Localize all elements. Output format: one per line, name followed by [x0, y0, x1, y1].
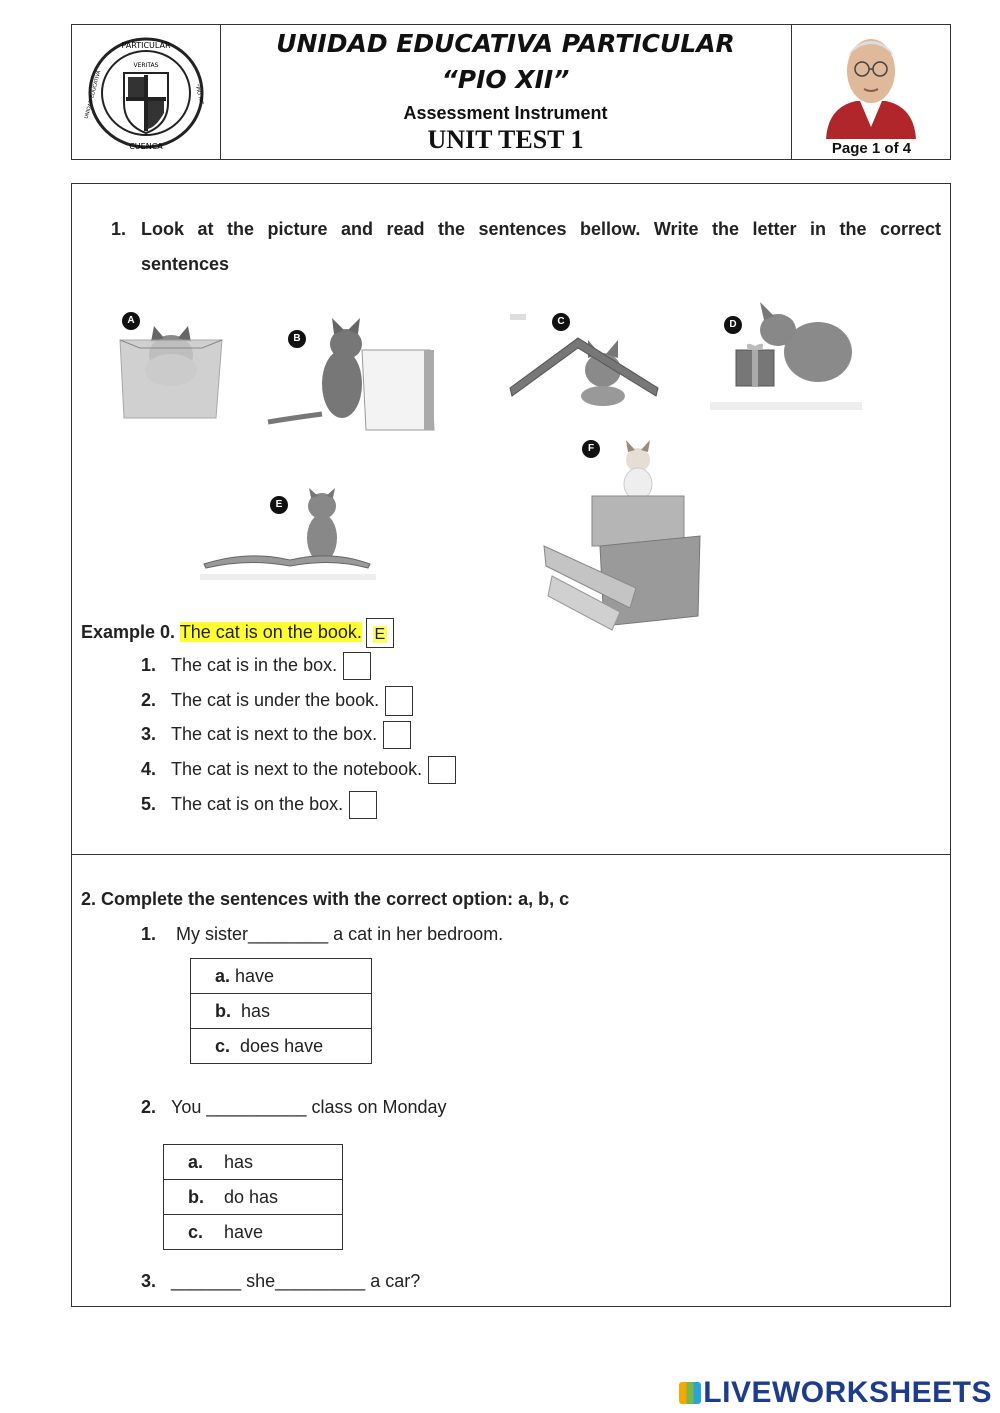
- q2-title: 2. Complete the sentences with the correct option: a, b, c: [81, 889, 570, 909]
- header: [71, 24, 951, 160]
- q2-item-2-text: You __________ class on Monday: [171, 1097, 447, 1117]
- q2-item-2-option-b[interactable]: [164, 1180, 343, 1215]
- option-letter: b.: [188, 1186, 204, 1207]
- q1-item-4-answer-box[interactable]: [428, 756, 456, 784]
- school-logo-cell: [72, 25, 221, 159]
- logo-left-text: UNIDAD EDUCATIVA: [83, 69, 103, 120]
- picture-a: [116, 310, 226, 420]
- logo-motto-text: VERITAS: [133, 62, 159, 69]
- q2-item-3-number: 3.: [141, 1271, 157, 1291]
- assessment-subtitle: Assessment Instrument: [403, 103, 608, 123]
- picture-d: [708, 296, 866, 416]
- example-label: Example 0.: [81, 621, 176, 642]
- q2-item-1-text: My sister________ a cat in her bedroom.: [171, 924, 504, 944]
- q2-item-3: [141, 1271, 420, 1292]
- example-sentence: The cat is on the book.: [179, 621, 362, 642]
- q1-item-4-number: 4.: [141, 758, 157, 779]
- q1-item-3-answer-box[interactable]: [383, 721, 411, 749]
- picture-d-letter: D: [724, 316, 742, 334]
- cat-on-book-image: [198, 488, 380, 584]
- cat-under-book-image: [508, 312, 663, 407]
- option-letter: c.: [215, 1035, 231, 1056]
- option-text: has: [224, 1151, 254, 1172]
- cat-next-to-gift-box-image: [708, 296, 866, 416]
- q1-number: 1.: [111, 219, 127, 239]
- picture-f-letter: F: [582, 440, 600, 458]
- q1-item-2-number: 2.: [141, 689, 157, 710]
- q2-item-2-option-a[interactable]: [164, 1145, 343, 1180]
- q2-item-1-option-c[interactable]: [191, 1029, 372, 1064]
- q1-item-5-answer-box[interactable]: [349, 791, 377, 819]
- cat-in-box-image: [116, 310, 226, 420]
- option-letter: b.: [215, 1000, 231, 1021]
- cat-on-boxes-image: [540, 436, 705, 632]
- q2-item-3-text: _______ she_________ a car?: [171, 1271, 421, 1291]
- picture-c-letter: C: [552, 313, 570, 331]
- option-text: do has: [224, 1186, 279, 1207]
- q2-item-1: [141, 924, 503, 945]
- school-name-line1: UNIDAD EDUCATIVA PARTICULAR: [276, 29, 735, 58]
- q1-item-5-text: The cat is on the box.: [171, 793, 344, 814]
- q2-item-2-option-c[interactable]: [164, 1215, 343, 1250]
- q2-item-1-option-b[interactable]: [191, 994, 372, 1029]
- option-text: does have: [240, 1035, 324, 1056]
- option-text: have: [224, 1221, 264, 1242]
- option-text: have: [235, 965, 275, 986]
- q2-item-2-number: 2.: [141, 1097, 157, 1117]
- picture-a-letter: A: [122, 312, 140, 330]
- q1-item-1-text: The cat is in the box.: [171, 654, 338, 675]
- q1-item-5-number: 5.: [141, 793, 157, 814]
- logo-bottom-text: CUENCA: [129, 142, 163, 151]
- q2-item-1-options: [190, 958, 372, 1064]
- page-number: Page 1 of 4: [831, 140, 912, 157]
- q1-item-2-text: The cat is under the book.: [171, 689, 380, 710]
- liveworksheets-brand[interactable]: [679, 1376, 992, 1410]
- q1-item-1: [141, 652, 371, 680]
- picture-e-letter: E: [270, 496, 288, 514]
- q2-item-1-number: 1.: [141, 924, 157, 944]
- example-line: [81, 618, 394, 648]
- option-letter: a.: [188, 1151, 204, 1172]
- q1-instruction-line2: sentences: [141, 254, 230, 274]
- q1-item-1-number: 1.: [141, 654, 157, 675]
- q1-instruction: [111, 219, 941, 240]
- option-letter: c.: [188, 1221, 204, 1242]
- pope-portrait-image: [816, 27, 926, 139]
- example-answer: E: [374, 626, 386, 643]
- example-answer-box: [366, 618, 394, 648]
- liveworksheets-logo-icon: [679, 1382, 701, 1404]
- picture-b-letter: B: [288, 330, 306, 348]
- q2-item-2: [141, 1097, 447, 1118]
- option-text: has: [241, 1000, 271, 1021]
- q2-item-1-option-a[interactable]: [191, 959, 372, 994]
- cat-next-to-book-image: [262, 314, 437, 434]
- q1-item-5: [141, 791, 377, 819]
- school-crest-logo: [83, 33, 206, 153]
- q1-item-2: [141, 686, 413, 716]
- portrait-cell: [791, 25, 951, 159]
- logo-right-text: "PIO XII": [193, 83, 205, 106]
- school-name-line2: “PIO XII”: [441, 65, 570, 94]
- logo-top-text: PARTICULAR: [121, 41, 171, 50]
- picture-c: [508, 312, 663, 407]
- q1-item-3-number: 3.: [141, 723, 157, 744]
- q1-instruction-line1: Look at the picture and read the sentences bellow. Write the letter in the correct: [141, 219, 941, 239]
- q1-item-1-answer-box[interactable]: [343, 652, 371, 680]
- q1-item-3-text: The cat is next to the box.: [171, 723, 378, 744]
- picture-e: [198, 488, 380, 584]
- picture-b: [262, 314, 437, 434]
- test-title: UNIT TEST 1: [427, 125, 584, 154]
- q2-item-2-options: [163, 1144, 343, 1250]
- q1-item-4-text: The cat is next to the notebook.: [171, 758, 423, 779]
- q1-item-4: [141, 756, 456, 784]
- q1-item-3: [141, 721, 411, 749]
- picture-f: [540, 436, 705, 632]
- option-letter: a.: [215, 965, 231, 986]
- liveworksheets-text: LIVEWORKSHEETS: [703, 1376, 992, 1409]
- q1-item-2-answer-box[interactable]: [385, 686, 413, 716]
